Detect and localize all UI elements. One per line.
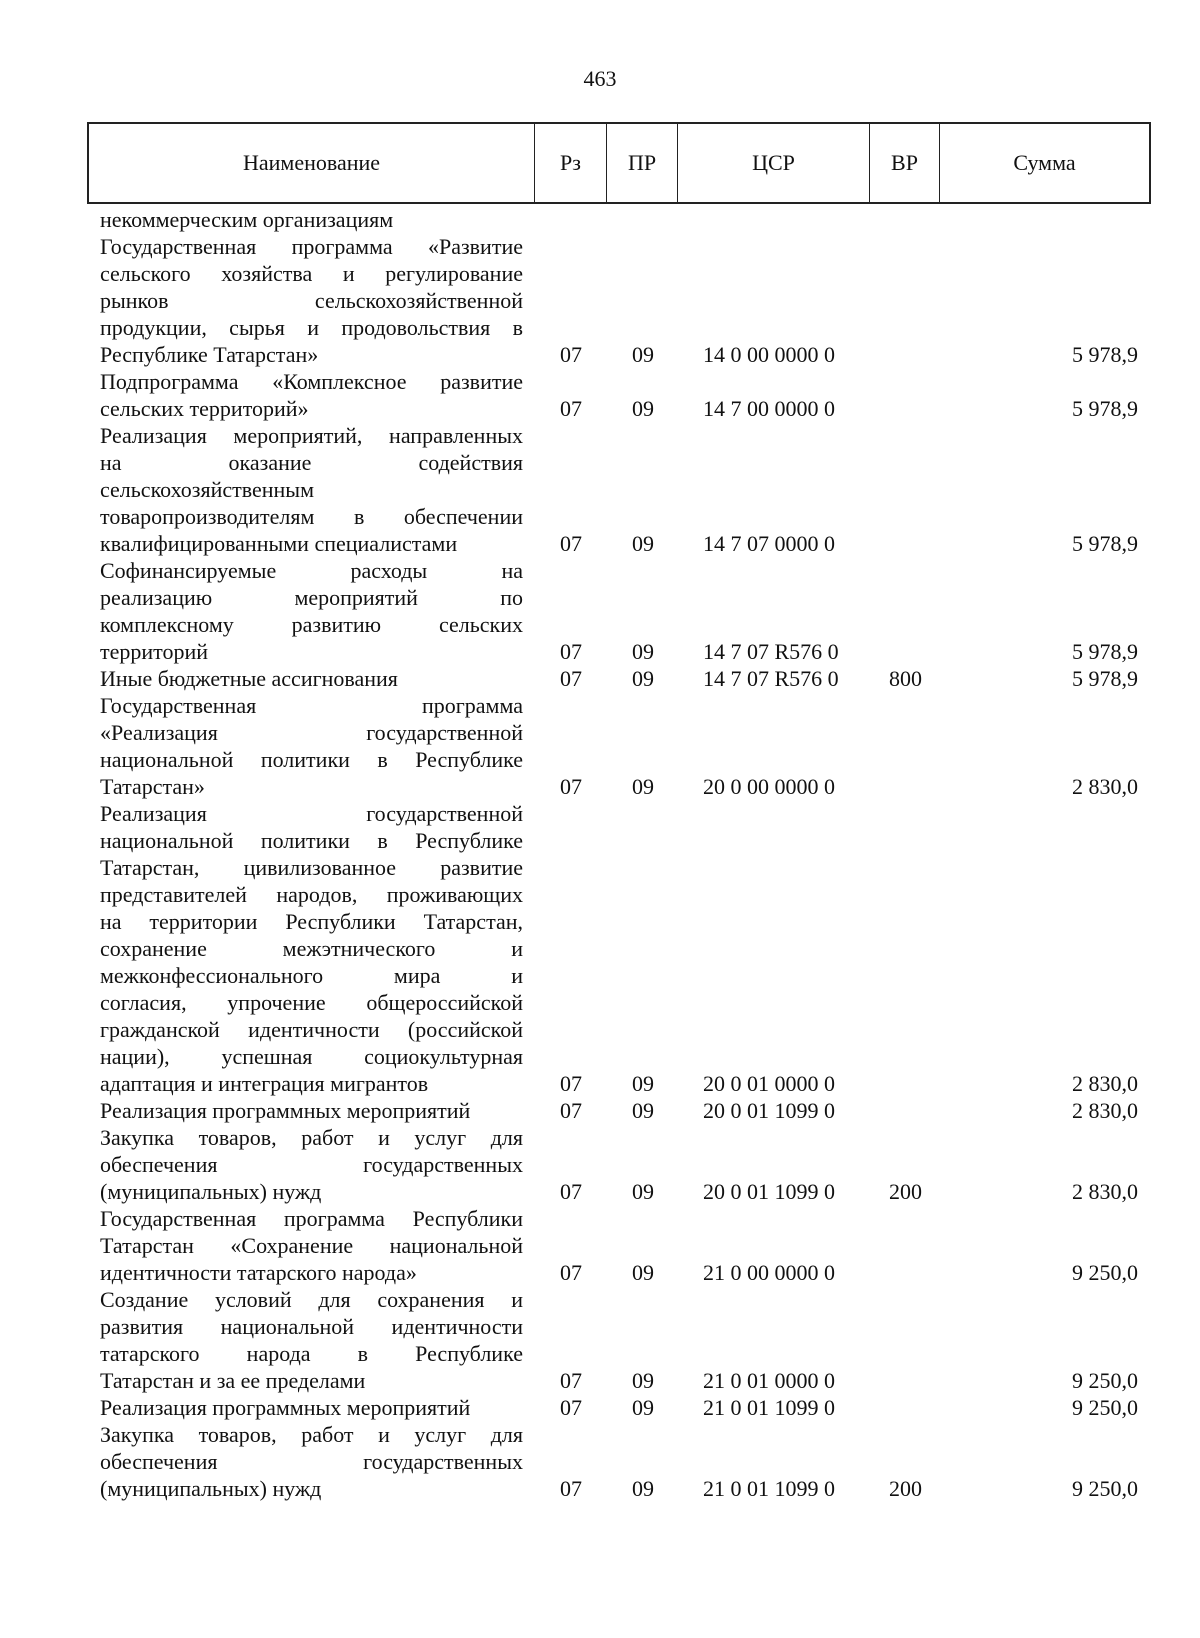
row-csr: 14 7 00 0000 0 <box>703 396 835 421</box>
row-name-line: квалифицированными специалистами <box>100 531 458 556</box>
row-csr: 14 0 00 0000 0 <box>703 342 835 367</box>
row-name <box>100 233 523 368</box>
row-name-line: на оказание содействия <box>100 450 523 475</box>
row-name-line: представителей народов, проживающих <box>100 882 523 907</box>
row-name-line: сохранение межэтнического и <box>100 936 523 961</box>
row-name <box>100 1394 523 1421</box>
row-rz: 07 <box>560 1395 582 1420</box>
table-header <box>87 122 1151 204</box>
row-name <box>100 557 523 665</box>
row-pr: 09 <box>632 1476 654 1501</box>
table-row <box>0 800 1200 1097</box>
row-name <box>100 422 523 557</box>
row-sum: 5 978,9 <box>1072 666 1138 691</box>
header-pr: ПР <box>607 124 678 202</box>
row-vr: 800 <box>889 666 922 691</box>
row-rz: 07 <box>560 1098 582 1123</box>
row-sum: 2 830,0 <box>1072 1098 1138 1123</box>
row-name-line: Государственная программа <box>100 693 523 718</box>
row-sum: 9 250,0 <box>1072 1395 1138 1420</box>
row-name-line: «Реализация государственной <box>100 720 523 745</box>
row-name-line: обеспечения государственных <box>100 1152 523 1177</box>
row-pr: 09 <box>632 531 654 556</box>
row-csr: 21 0 00 0000 0 <box>703 1260 835 1285</box>
row-name-line: Татарстан» <box>100 774 205 799</box>
row-csr: 14 7 07 R576 0 <box>703 666 839 691</box>
row-name-line: сельского хозяйства и регулирование <box>100 261 523 286</box>
table-body <box>0 206 1200 1502</box>
table-row <box>0 368 1200 422</box>
row-pr: 09 <box>632 1395 654 1420</box>
row-name-line: национальной политики в Республике <box>100 828 523 853</box>
header-sum: Сумма <box>1013 150 1076 175</box>
row-name-line: Республике Татарстан» <box>100 342 319 367</box>
row-name-line: Реализация программных мероприятий <box>100 1395 471 1420</box>
row-name <box>100 665 523 692</box>
row-name-line: Закупка товаров, работ и услуг для <box>100 1422 523 1447</box>
row-rz: 07 <box>560 1476 582 1501</box>
row-sum: 2 830,0 <box>1072 1179 1138 1204</box>
row-csr: 20 0 01 1099 0 <box>703 1179 835 1204</box>
row-rz: 07 <box>560 1071 582 1096</box>
header-vr: ВР <box>870 124 940 202</box>
row-name-line: продукции, сырья и продовольствия в <box>100 315 523 340</box>
row-rz: 07 <box>560 639 582 664</box>
row-name <box>100 1205 523 1286</box>
row-name-line: гражданской идентичности (российской <box>100 1017 523 1042</box>
row-pr: 09 <box>632 396 654 421</box>
row-pr: 09 <box>632 666 654 691</box>
row-name-line: Государственная программа «Развитие <box>100 234 523 259</box>
row-csr: 20 0 01 0000 0 <box>703 1071 835 1096</box>
row-csr: 14 7 07 0000 0 <box>703 531 835 556</box>
row-name-line: согласия, упрочение общероссийской <box>100 990 523 1015</box>
row-name-line: адаптация и интеграция мигрантов <box>100 1071 429 1096</box>
table-row <box>0 1097 1200 1124</box>
row-name-line: реализацию мероприятий по <box>100 585 523 610</box>
row-name-line: сельских территорий» <box>100 396 309 421</box>
header-csr: ЦСР <box>678 124 870 202</box>
table-row <box>0 422 1200 557</box>
row-name-line: Реализация программных мероприятий <box>100 1098 471 1123</box>
row-name-line: Государственная программа Республики <box>100 1206 523 1231</box>
row-pr: 09 <box>632 774 654 799</box>
row-rz: 07 <box>560 1260 582 1285</box>
row-csr: 21 0 01 1099 0 <box>703 1476 835 1501</box>
row-rz: 07 <box>560 1368 582 1393</box>
table-row <box>0 665 1200 692</box>
row-name <box>100 1097 523 1124</box>
row-name-line: Подпрограмма «Комплексное развитие <box>100 369 523 394</box>
row-name-line: рынков сельскохозяйственной <box>100 288 523 313</box>
row-name-line: нации), успешная социокультурная <box>100 1044 523 1069</box>
row-vr: 200 <box>889 1179 922 1204</box>
row-name-line: Реализация мероприятий, направленных <box>100 423 523 448</box>
row-csr: 21 0 01 1099 0 <box>703 1395 835 1420</box>
table-row <box>0 1205 1200 1286</box>
row-pr: 09 <box>632 1368 654 1393</box>
row-sum: 5 978,9 <box>1072 639 1138 664</box>
table-row <box>0 557 1200 665</box>
table-row <box>0 233 1200 368</box>
row-rz: 07 <box>560 1179 582 1204</box>
row-name-line: сельскохозяйственным <box>100 477 314 502</box>
row-name <box>100 1124 523 1205</box>
table-row <box>0 1124 1200 1205</box>
row-name-line: идентичности татарского народа» <box>100 1260 417 1285</box>
row-sum: 5 978,9 <box>1072 396 1138 421</box>
row-rz: 07 <box>560 774 582 799</box>
table-row <box>0 1394 1200 1421</box>
row-name-line: Татарстан «Сохранение национальной <box>100 1233 523 1258</box>
row-csr: 20 0 01 1099 0 <box>703 1098 835 1123</box>
row-pr: 09 <box>632 342 654 367</box>
row-name-line: национальной политики в Республике <box>100 747 523 772</box>
row-name-line: Реализация государственной <box>100 801 523 826</box>
row-name <box>100 368 523 422</box>
table-row <box>0 206 1200 233</box>
row-name <box>100 692 523 800</box>
row-name-line: (муниципальных) нужд <box>100 1476 322 1501</box>
row-pr: 09 <box>632 1071 654 1096</box>
table-row <box>0 1286 1200 1394</box>
row-name-line: Закупка товаров, работ и услуг для <box>100 1125 523 1150</box>
row-rz: 07 <box>560 396 582 421</box>
row-sum: 9 250,0 <box>1072 1476 1138 1501</box>
row-name-line: товаропроизводителям в обеспечении <box>100 504 523 529</box>
header-rz: Рз <box>535 124 607 202</box>
row-name-line: Татарстан и за ее пределами <box>100 1368 366 1393</box>
row-name-line: обеспечения государственных <box>100 1449 523 1474</box>
row-sum: 2 830,0 <box>1072 1071 1138 1096</box>
row-name <box>100 206 523 233</box>
row-name <box>100 1421 523 1502</box>
table-row <box>0 1421 1200 1502</box>
page-number: 463 <box>583 66 617 91</box>
row-csr: 21 0 01 0000 0 <box>703 1368 835 1393</box>
row-name-line: некоммерческим организациям <box>100 207 394 232</box>
row-name-line: на территории Республики Татарстан, <box>100 909 523 934</box>
row-name-line: (муниципальных) нужд <box>100 1179 322 1204</box>
row-csr: 14 7 07 R576 0 <box>703 639 839 664</box>
row-name-line: Создание условий для сохранения и <box>100 1287 523 1312</box>
row-rz: 07 <box>560 342 582 367</box>
row-name-line: комплексному развитию сельских <box>100 612 523 637</box>
row-rz: 07 <box>560 666 582 691</box>
row-csr: 20 0 00 0000 0 <box>703 774 835 799</box>
row-sum: 9 250,0 <box>1072 1368 1138 1393</box>
row-vr: 200 <box>889 1476 922 1501</box>
row-sum: 5 978,9 <box>1072 531 1138 556</box>
row-name <box>100 800 523 1097</box>
row-sum: 5 978,9 <box>1072 342 1138 367</box>
row-pr: 09 <box>632 1260 654 1285</box>
row-name-line: Софинансируемые расходы на <box>100 558 523 583</box>
table-row <box>0 692 1200 800</box>
row-name-line: развития национальной идентичности <box>100 1314 523 1339</box>
row-pr: 09 <box>632 1179 654 1204</box>
header-name: Наименование <box>89 124 535 202</box>
row-name <box>100 1286 523 1394</box>
row-sum: 2 830,0 <box>1072 774 1138 799</box>
row-name-line: Татарстан, цивилизованное развитие <box>100 855 523 880</box>
row-pr: 09 <box>632 1098 654 1123</box>
row-rz: 07 <box>560 531 582 556</box>
row-name-line: межконфессионального мира и <box>100 963 523 988</box>
row-pr: 09 <box>632 639 654 664</box>
row-name-line: территорий <box>100 639 209 664</box>
row-sum: 9 250,0 <box>1072 1260 1138 1285</box>
row-name-line: Иные бюджетные ассигнования <box>100 666 398 691</box>
row-name-line: татарского народа в Республике <box>100 1341 523 1366</box>
